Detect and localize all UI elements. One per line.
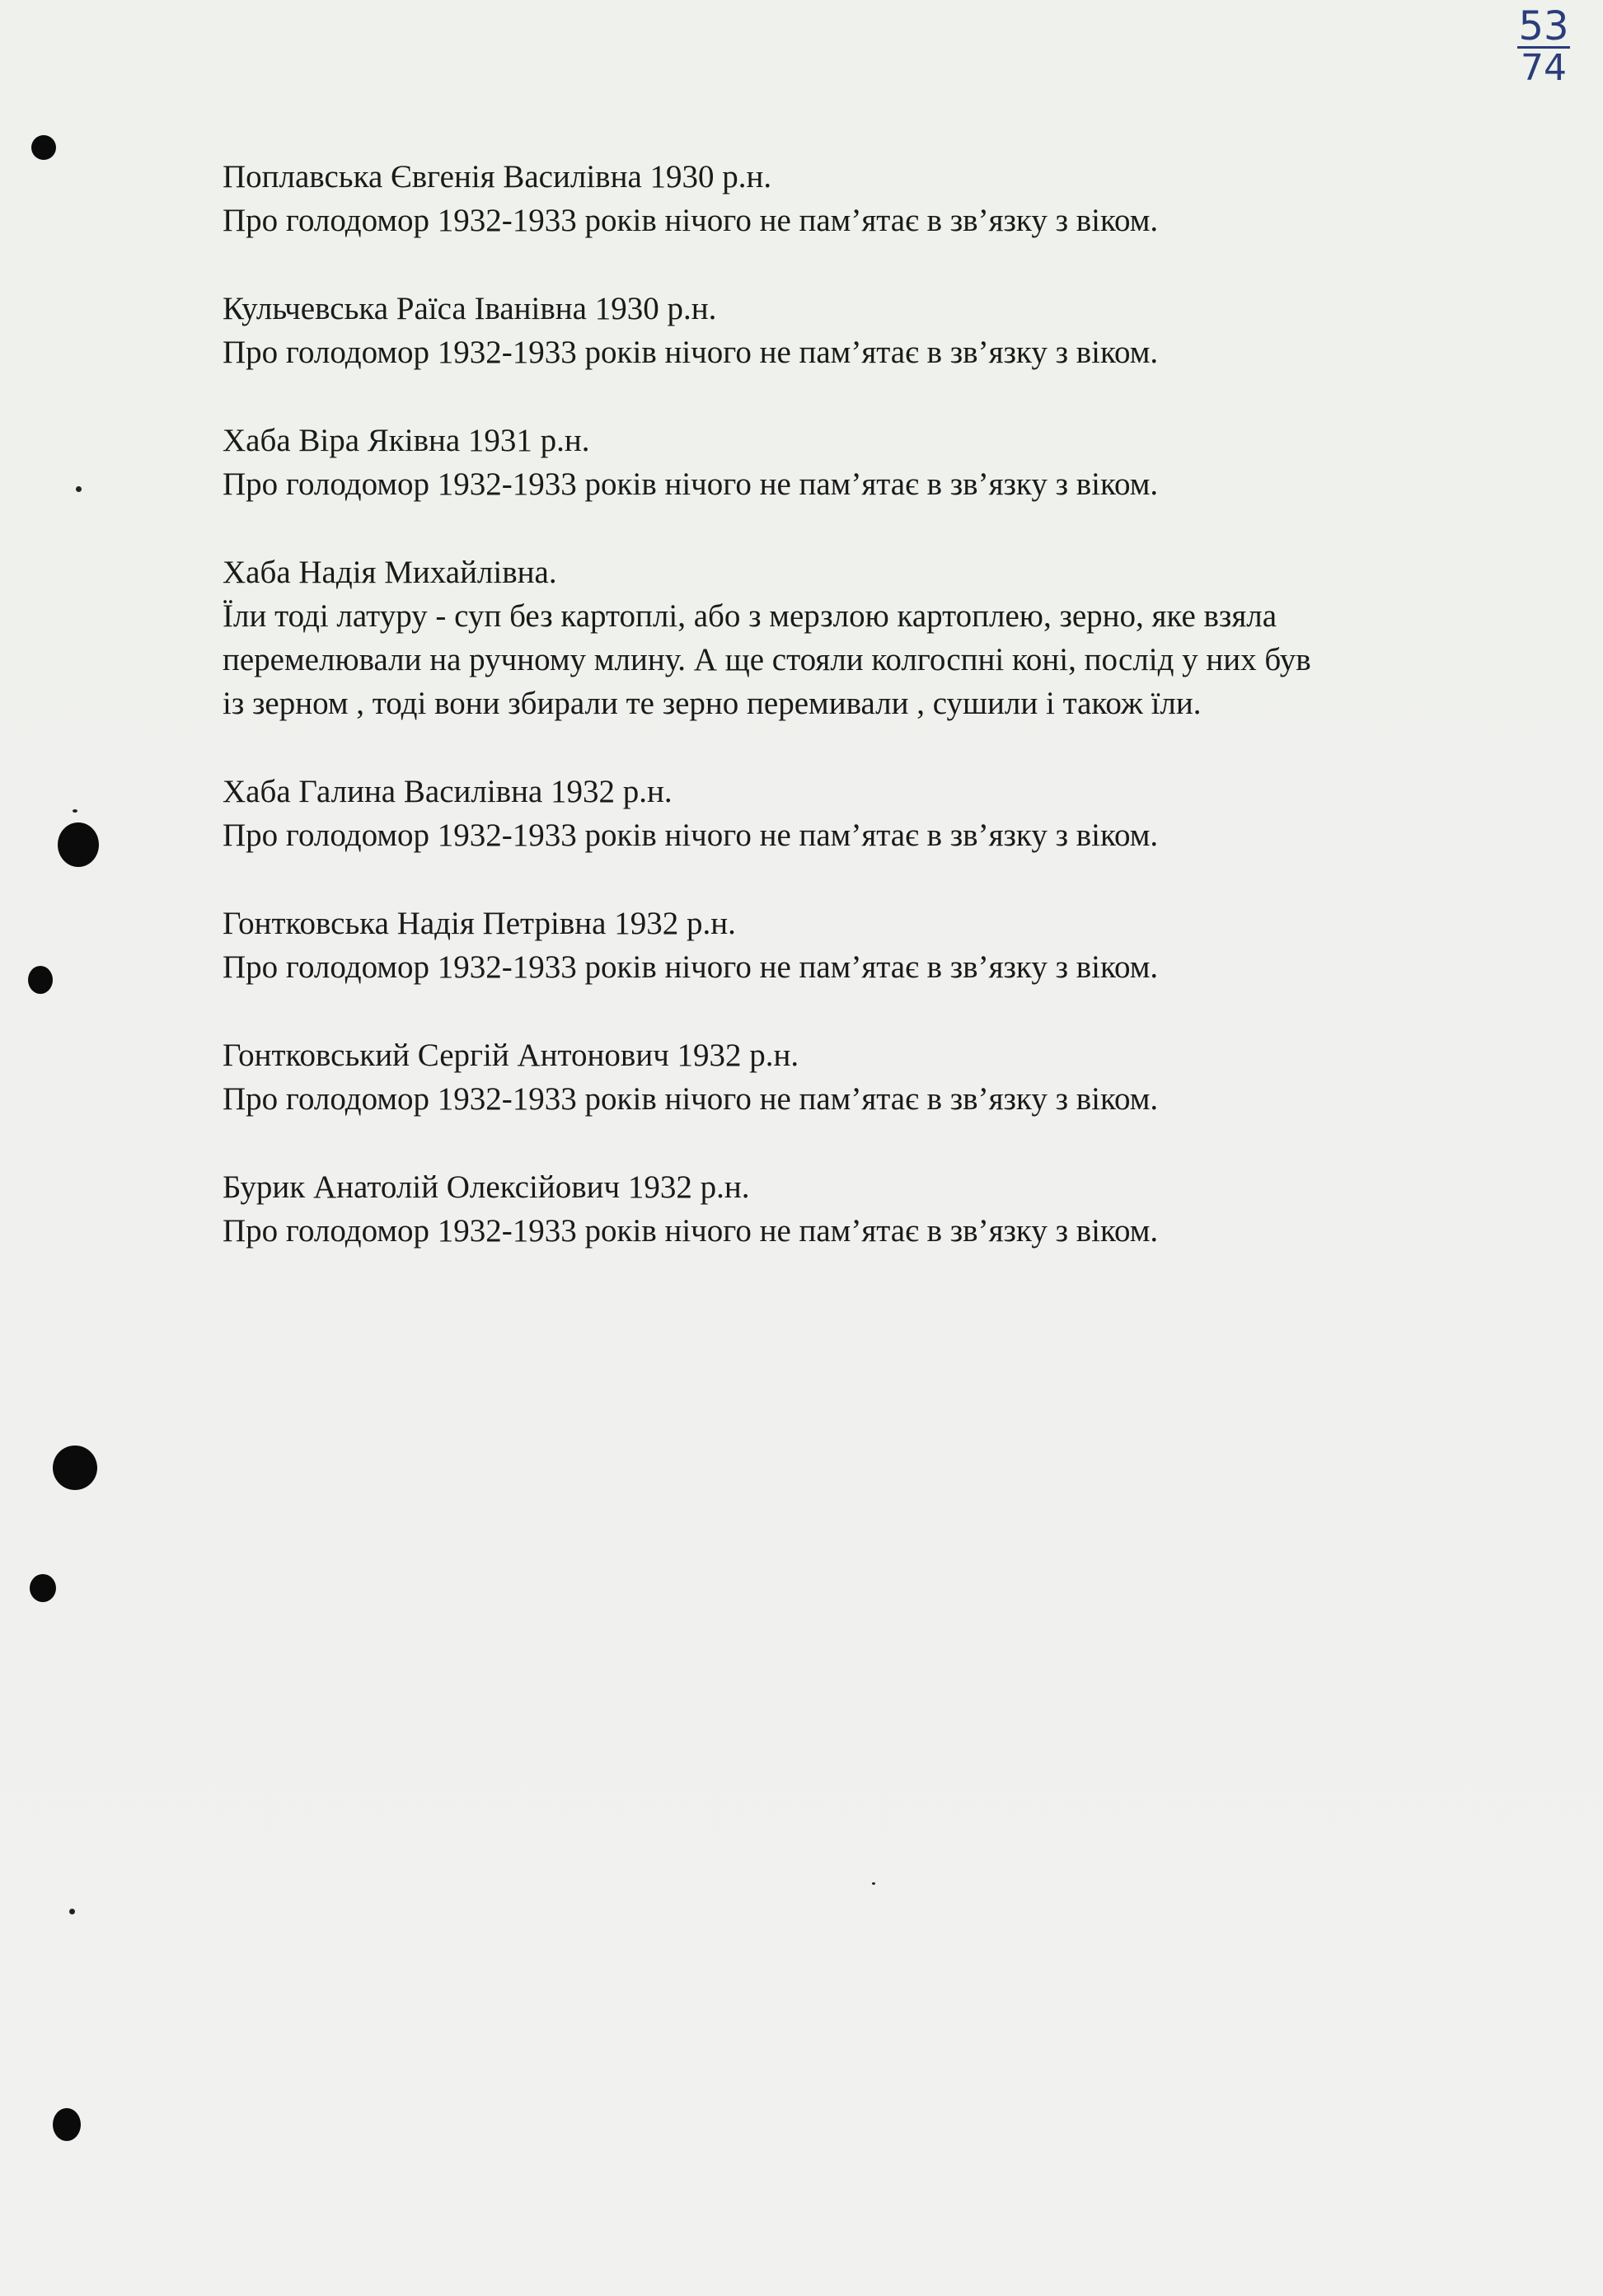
testimony-line: Про голодомор 1932-1933 років нічого не пам’ятає в зв’язку з віком. (223, 1081, 1159, 1117)
testimony-entry (223, 551, 1508, 725)
punch-hole (53, 1446, 97, 1490)
testimony-line: Про голодомор 1932-1933 років нічого не пам’ятає в зв’язку з віком. (223, 335, 1159, 370)
punch-hole (30, 1574, 56, 1602)
scan-speck (76, 486, 82, 492)
testimony-line: Їли тоді латуру - суп без картоплі, або з мерзлою картоплею, зерно, яке взяла (223, 598, 1277, 634)
person-name: Хаба Віра Яківна 1931 р.н. (223, 423, 590, 458)
punch-hole (28, 966, 53, 994)
testimony-line: Про голодомор 1932-1933 років нічого не пам’ятає в зв’язку з віком. (223, 203, 1159, 238)
scan-speck (73, 809, 77, 813)
page-number-old: 53 (1518, 3, 1569, 49)
testimony-entry (223, 287, 1508, 374)
person-name: Хаба Галина Василівна 1932 р.н. (223, 774, 673, 809)
testimony-line: Про голодомор 1932-1933 років нічого не пам’ятає в зв’язку з віком. (223, 1213, 1159, 1249)
testimony-line: Про голодомор 1932-1933 років нічого не пам’ятає в зв’язку з віком. (223, 949, 1159, 985)
person-name: Гонтковський Сергій Антонович 1932 р.н. (223, 1038, 799, 1073)
punch-hole (53, 2108, 81, 2141)
testimony-line: Про голодомор 1932-1933 років нічого не пам’ятає в зв’язку з віком. (223, 466, 1159, 502)
person-name: Хаба Надія Михайлівна. (223, 555, 557, 590)
testimony-entry (223, 902, 1508, 989)
person-name: Поплавська Євгенія Василівна 1930 р.н. (223, 159, 772, 194)
testimony-entry (223, 419, 1508, 506)
testimony-entry (223, 1165, 1508, 1253)
testimony-line: із зерном , тоді вони збирали те зерно перемивали , сушили і також їли. (223, 686, 1202, 721)
testimony-entry (223, 1033, 1508, 1121)
document-body (223, 155, 1508, 1297)
punch-hole (31, 135, 56, 160)
testimony-line: Про голодомор 1932-1933 років нічого не пам’ятає в зв’язку з віком. (223, 818, 1159, 853)
scan-speck (69, 1909, 75, 1914)
testimony-entry (223, 770, 1508, 857)
scan-speck (872, 1882, 875, 1885)
person-name: Бурик Анатолій Олексійович 1932 р.н. (223, 1169, 750, 1205)
page-number-new: 74 (1517, 46, 1570, 87)
punch-hole (58, 822, 99, 867)
person-name: Кульчевська Раїса Іванівна 1930 р.н. (223, 291, 717, 326)
person-name: Гонтковська Надія Петрівна 1932 р.н. (223, 906, 736, 941)
testimony-entry (223, 155, 1508, 242)
testimony-line: перемелювали на ручному млину. А ще стояли колгоспні коні, послід у них був (223, 642, 1311, 677)
page-number-mark (1511, 3, 1577, 89)
